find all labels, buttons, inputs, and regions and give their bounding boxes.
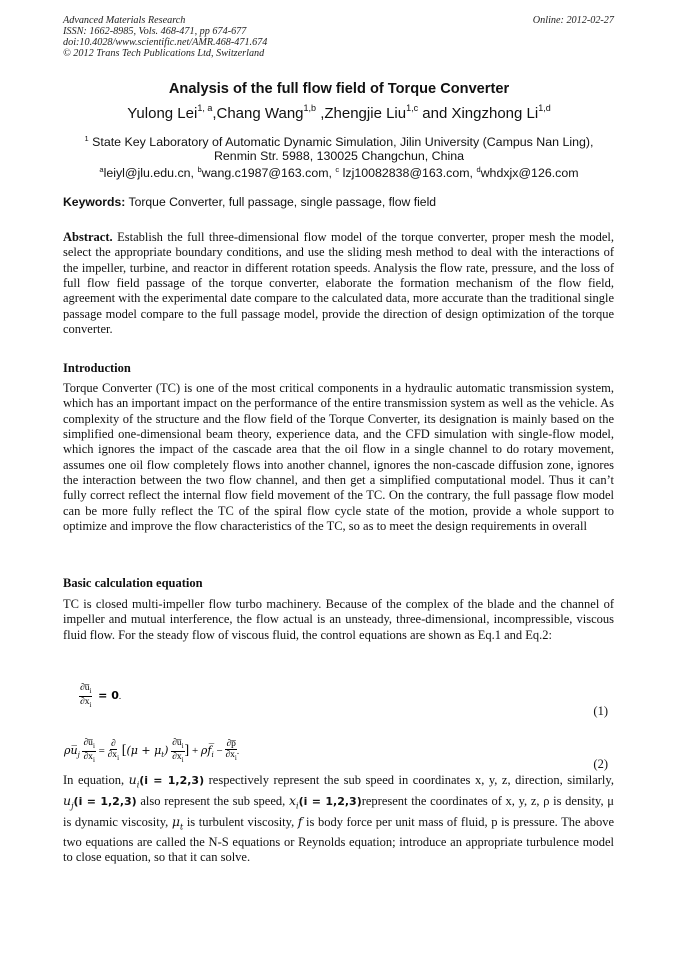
equation-1: $\frac{\partial u̅_i}{\partial x_i}$ = 0. [80, 683, 122, 709]
online-date: Online: 2012-02-27 [532, 15, 614, 26]
author-affiliation-mark: 1,b [303, 103, 317, 113]
affiliation-address: Renmin Str. 5988, 130025 Changchun, China [213, 149, 465, 163]
author-list [0, 103, 678, 122]
author-affiliation-mark: 1,c [406, 103, 419, 113]
author-name: ,Chang Wang [212, 105, 304, 122]
paper-title: Analysis of the full flow field of Torque Converter [168, 81, 510, 97]
affiliation-text: State Key Laboratory of Automatic Dynamic Simulation, Jilin University (Campus Nan Ling), [88, 135, 594, 149]
journal-info [63, 15, 267, 59]
section-heading-introduction: Introduction [63, 361, 131, 375]
affiliation-line [0, 132, 678, 149]
abstract-text: Establish the full three-dimensional flow model of the torque converter, proper mesh the model, select the appropriate boundary conditions, and use the sliding mesh method to deal with the interactions of the impeller, turbine, and reactor in different rotation speeds. Analysis the flow rate, pressure, and the loss of full flow field passage of the torque converter, elaborate the formation mechanism of the flow field, agreement with the experimental date compare to the calculated data, more accurate than the traditional single passage model compare to the full passage model, provide the direction of design optimization of the torque converter. [63, 230, 614, 337]
email-link[interactable]: wang.c1987@163.com, [201, 166, 336, 180]
affiliation-mark: 1 [84, 134, 89, 143]
equation-2-number: (2) [593, 757, 608, 771]
math-inline: (i = 1,2,3) [139, 774, 205, 787]
journal-name: Advanced Materials Research [63, 15, 186, 26]
equation-1-number: (1) [593, 704, 608, 718]
running-header [63, 15, 614, 59]
author-emails [0, 163, 678, 180]
email-mark: d [476, 165, 481, 174]
math-inline: f [297, 813, 303, 829]
keywords-text: Torque Converter, full passage, single passage, flow field [125, 195, 437, 209]
equation-2: $\rho u̅_j$ $\frac{\partial u̅_i}{\partial x_i}$ = $\frac{\partial}{\partial x_i}$ [$(\mu + \mu_t)$ $\frac{\partial u̅_i}{\partial x_i}$ ] + $\rho f̅_i$ − $\frac{\partial p̅}{\partial x_i}$ . [64, 738, 240, 764]
author-name: ,Zhengjie Liu [316, 105, 407, 122]
email-mark: b [197, 165, 202, 174]
math-inline: $\mu_t$ [171, 813, 184, 832]
math-inline: $x_i$ [288, 792, 299, 811]
section-heading-basic-equation: Basic calculation equation [63, 576, 203, 590]
explanation-text: also represent the sub speed, [136, 793, 289, 808]
explanation-text: is turbulent viscosity, [183, 814, 298, 829]
author-affiliation-mark: 1,d [538, 103, 551, 113]
author-name: and Xingzhong Li [418, 105, 539, 122]
explanation-text: respectively represent the sub speed in coordinates x, y, z, direction, similarly, [204, 773, 614, 787]
affiliation-block [0, 132, 678, 180]
basic-equation-text: TC is closed multi-impeller flow turbo machinery. Because of the complex of the blade and the channel of impeller and mutual interference, the flow actual is an unsteady, three-dimensional, incompressible, viscous fluid flow. For the steady flow of viscous fluid, the control equations are shown as Eq.1 and Eq.2: [63, 597, 614, 642]
journal-copyright: © 2012 Trans Tech Publications Ltd, Switzerland [63, 48, 265, 59]
introduction-text: Torque Converter (TC) is one of the most critical components in a hydraulic automatic transmission system, which has an important impact on the performance of the entire transmission system as well as the vehicle. As complexity of the structure and the flow field of the Torque Converter, its designation is mainly based on the simplified one-dimensional beam theory, experience data, and the CFD simulation with single-flow model, which ignores the impact of the cascade area that the oil flow in a single channel to do rotary movement, assumes one oil flow completely flows into another channel, ignores the non-cascade diffusion zone, ignores the interaction between the two flow channel, and then get a simplified computational model. Thus it can’t fully correct reflect the internal flow field movement of the TC. On the contrary, the full passage flow model can be more fully reflect the TC of the spiral flow cycle state of the motion, provide a whole support to optimize and improve the flow characteristics of the TC, so as to meet the design requirements in overall [63, 381, 614, 534]
author-affiliation-mark: 1, a [197, 103, 213, 113]
explanation-text: is body force per unit mass of fluid, p is pressure. The above two equations are called the N-S equations or Reynolds equation; introduce an appropriate turbulence model to close equation, so that it can solve. [63, 814, 614, 864]
keywords [63, 195, 615, 209]
email-link[interactable]: lzj10082838@163.com, [339, 166, 477, 180]
abstract-label: Abstract. [63, 230, 113, 244]
keywords-label: Keywords: [63, 195, 126, 209]
equation-explanation [63, 772, 614, 865]
explanation-text: In equation, [63, 773, 129, 787]
author-name: Yulong Lei [127, 105, 198, 122]
math-inline: (i = 1,2,3) [73, 794, 137, 808]
explanation-text: represent the coordinates of x, y, z, ρ is density, μ is dynamic viscosity, [63, 793, 614, 829]
math-inline: (i = 1,2,3) [298, 794, 362, 808]
email-link[interactable]: leiyl@jlu.edu.cn, [103, 166, 198, 180]
journal-issn: ISSN: 1662-8985, Vols. 468-471, pp 674-677 [63, 26, 247, 37]
math-inline: $u_i$ [128, 772, 140, 790]
email-link[interactable]: whdxjx@126.com [480, 166, 579, 180]
email-mark: c [335, 165, 340, 174]
math-inline: $u_j$ [63, 792, 74, 811]
journal-doi: doi:10.4028/www.scientific.net/AMR.468-471.674 [63, 37, 268, 48]
email-mark: a [99, 165, 104, 174]
abstract [63, 230, 614, 337]
